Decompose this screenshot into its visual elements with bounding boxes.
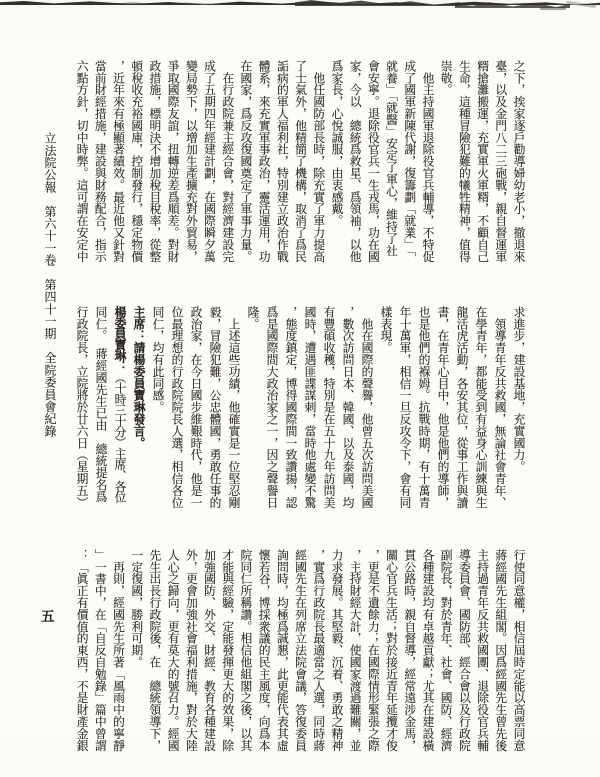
text-column: 人心之歸向，更有莫大的號召力。經國: [166, 549, 181, 752]
text-column: 同仁。 蔣經國先生已由 總統提名爲: [94, 306, 108, 503]
text-column: 家，今以 總統爲救星、爲領袖，以他: [348, 60, 363, 263]
text-column: 了士氣外，他精簡了機構，取消了爲民: [293, 60, 308, 263]
scan-artifact-speck: [566, 1, 596, 8]
text-column: 外，更會加強社會福利措施，對於大陸: [184, 549, 199, 752]
text-column: 再則，經國先生所著「風雨中的寧靜: [111, 549, 126, 752]
text-column: 六點方針，切中時弊。這可謂在安定中: [75, 60, 90, 263]
text-column: 成了國軍新陳代謝，復籌劃「就業」「: [402, 60, 417, 257]
text-column: 書，在青年心目中，他是他們的導師，: [436, 306, 450, 509]
text-column: 爭取國際友誼，扭轉逆差爲順差。對財: [166, 60, 181, 263]
text-column: 經國先生在列席立法院會議，答復委員: [293, 549, 308, 752]
text-column: 爲是國際間大政治家之一，因之聲譽日: [265, 306, 279, 509]
text-column: 」一書中，在「自反自勉錄」篇中曾謂: [93, 549, 108, 752]
text-column: 詢問時，均極爲誠懇，此更能代表其虛: [275, 549, 290, 752]
text-column: 變局勢下，以增加生產擴充對外貿易，: [184, 60, 199, 263]
text-column: 龍活虎活動，各安其位，從事工作與讀: [455, 306, 469, 509]
text-column: ，近年來有極顯著績效。最近他又針對: [111, 60, 126, 263]
text-column: ，實爲行政院長最適當之人選，同時蔣: [311, 549, 326, 752]
text-column: 一定復國，勝利可期。: [129, 549, 144, 668]
text-column: 上述這些功績，他確實是一位堅忍剛: [227, 306, 241, 509]
text-column: 體系，來充實軍事政治，靈活運用，功: [257, 60, 272, 263]
text-column: 頓稅收充裕國庫，控制發行，穩定物價: [129, 60, 144, 263]
text-column: 就養」「就醫」安定了軍心，維持了社: [384, 60, 399, 257]
text-band-2: [72, 306, 528, 518]
text-column: 楊委員寶琳：（十時三十分）主席、各位: [113, 306, 127, 503]
text-column: 院同仁所稱讚。相信他組閣之後，以其: [238, 549, 253, 752]
text-column: ，態度鎮定，博得國際間一致讚揚，認: [284, 306, 298, 509]
text-column: 他在國際的聲譽，他曾五次訪問美國: [360, 306, 374, 509]
text-column: 隆。: [246, 306, 260, 330]
text-column: 他主持國軍退除役官兵輔導，不特促: [420, 60, 435, 263]
text-column: 才能與經驗，定能發揮更大的效果，除: [220, 549, 235, 752]
text-column: ：「眞正有價值的東西，不是財產金銀: [75, 549, 90, 752]
text-column: 國時，遭遇匪諜謀刺，當時他處變不驚: [303, 306, 317, 509]
text-column: 領導青年反共救國，無論社會青年、: [493, 306, 507, 509]
text-column: 先生出長行政院後，在 總統領導下，: [147, 549, 162, 752]
text-band-3: [73, 549, 528, 755]
text-column: 蔣經國先生組閣。因爲經國先生曾先後: [493, 549, 508, 752]
text-column: 也是他們的褓姆。抗戰時期，有十萬青: [417, 306, 431, 509]
text-column: 行使同意權，相信屆時定能以高票同意: [512, 549, 526, 752]
text-column: 加強國防、外交、財經、教育各種建設: [202, 549, 217, 752]
text-column: 副院長，對於青年、社會、國防、經濟: [439, 549, 454, 752]
text-column: ，數次訪問日本、韓國、以及泰國，均: [341, 306, 355, 509]
text-column: 政治家，在今日國步維艱時代，他是一: [189, 306, 203, 509]
text-column: 當前財經措施，建設與財務配合，指示: [93, 60, 108, 263]
text-column: 詬病的軍人福利社，特別建立政治作戰: [275, 60, 290, 263]
text-column: 關心官兵生活；對於接近青年延攬才俊: [384, 549, 399, 752]
text-column: 爲家長，心悅誠服，由衷感戴。: [329, 60, 344, 227]
text-column: 會安寧。退除役官兵一生戎馬，功在國: [366, 60, 381, 263]
text-column: 毅，冒險犯難，公忠體國，勇敢任事的: [208, 306, 222, 509]
text-column: 年十萬軍，相信一旦反攻令下，會有同: [398, 306, 412, 509]
scan-artifact-top-edge: [295, 0, 460, 6]
text-column: 崇敬。: [439, 60, 454, 96]
text-column: 位最理想的行政院院長人選，相信各位: [170, 306, 184, 509]
text-column: 政措施，標明決不增加稅目稅率，從整: [147, 60, 162, 263]
text-column: 在國家，爲反攻復國奠定了軍事力量。: [238, 60, 253, 263]
text-column: 各種建設均有卓越貢獻；尤其在建設橫: [420, 549, 435, 752]
text-column: 在行政院兼主經合會，對經濟建設完: [220, 60, 235, 263]
text-column: 主持過青年反共救國團、退除役官兵輔: [475, 549, 490, 752]
text-column: 求進步，建設基地，充實國力。: [512, 306, 526, 473]
text-column: 主席：請楊委員寶琳發言。: [132, 306, 146, 449]
text-column: ，主持財經大計，使國家渡過難關，並: [348, 549, 363, 752]
text-column: 同仁，均有此同感。: [151, 306, 165, 414]
gazette-edition-sidebar: 立法院公報 第六十一卷 第四十一期 全院委員會紀錄: [43, 132, 57, 437]
page-number: 五: [41, 609, 55, 624]
text-column: 之下，挨家逐戶勸導婦幼老小，撤退來: [512, 60, 526, 263]
scan-artifact-speck: [540, 7, 566, 10]
text-column: 在學青年，都能受到有益身心訓練與生: [474, 306, 488, 509]
text-column: 力求發展。其堅毅、沉着、勇敢之精神: [329, 549, 344, 752]
text-column: ，更是不遺餘力；在國際情形緊張之際: [366, 549, 381, 752]
text-column: 有豐碩收穫，特別是在五十九年訪問美: [322, 306, 336, 509]
text-column: 懷若谷，博採衆議的民主風度，向爲本: [257, 549, 272, 752]
text-column: 臺，以及金門八二三砲戰，親自督運軍: [493, 60, 508, 263]
text-column: 貫公路時，親自督導，經常遠涉金馬，: [402, 549, 417, 752]
text-column: 行政院長，立院將於廿六日（星期五）: [75, 306, 89, 509]
text-column: 他任國防部長時，除充實了軍力提高: [311, 60, 326, 263]
scan-artifact-top-edge: [60, 2, 210, 5]
text-column: 成了五期四年經建計劃，在國際瞬夕萬: [202, 60, 217, 263]
text-column: 糈搶灘搬運，充實軍火軍糈，不顧自己: [475, 60, 490, 263]
text-column: 生命，這種冒險犯難的犧牲精神，值得: [457, 60, 472, 263]
text-band-1: [73, 60, 528, 266]
text-column: 樣表現。: [379, 306, 393, 354]
text-column: 導委員會、國防部、經合會以及行政院: [457, 549, 472, 752]
